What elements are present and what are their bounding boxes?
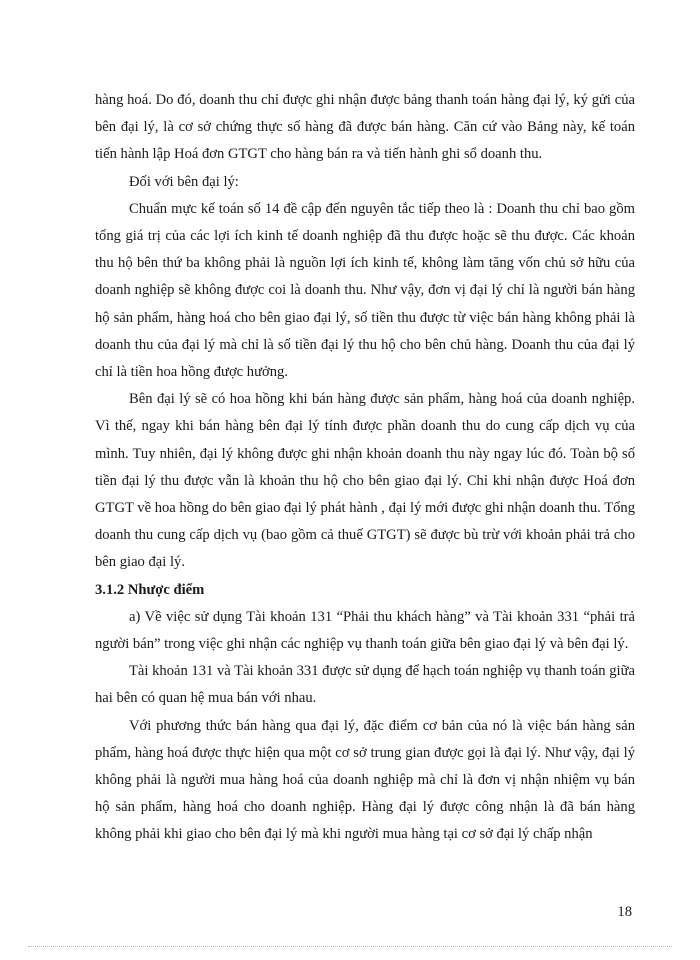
- paragraph-6: Tài khoản 131 và Tài khoản 331 được sử dụng để hạch toán nghiệp vụ thanh toán giữa hai bên có quan hệ mua bán với nhau.: [95, 663, 635, 707]
- page-body: [95, 87, 635, 849]
- page-bottom-divider: [28, 946, 672, 947]
- paragraph-3: Chuẩn mực kế toán số 14 đề cập đến nguyên tắc tiếp theo là : Doanh thu chỉ bao gồm tổng giá trị của các lợi ích kinh tế doanh nghiệp đã thu được hoặc sẽ thu được. Các khoản thu hộ bên thứ ba không phải là nguồn lợi ích kinh tế, không làm tăng vốn chủ sở hữu của doanh nghiệp sẽ không được coi là doanh thu. Như vậy, đơn vị đại lý chỉ là người bán hàng hộ sản phẩm, hàng hoá cho bên giao đại lý, số tiền thu được từ việc bán hàng không phải là doanh thu của đại lý mà chỉ là số tiền đại lý thu hộ cho bên chủ hàng. Doanh thu của đại lý chỉ là tiền hoa hồng được hưởng.: [95, 200, 635, 381]
- page-number: 18: [617, 904, 632, 920]
- paragraph-5: a) Về việc sử dụng Tài khoản 131 “Phải thu khách hàng” và Tài khoản 331 “phải trả người bán” trong việc ghi nhận các nghiệp vụ thanh toán giữa bên giao đại lý và bên đại lý.: [95, 608, 635, 653]
- paragraph-1: hàng hoá. Do đó, doanh thu chỉ được ghi nhận được bảng thanh toán hàng đại lý, ký gửi của bên đại lý, là cơ sở chứng thực số hàng đã được bán hàng. Căn cứ vào Bảng này, kế toán tiến hành lập Hoá đơn GTGT cho hàng bán ra và tiến hành ghi sổ doanh thu.: [95, 92, 635, 163]
- paragraph-2: Đối với bên đại lý:: [129, 173, 239, 190]
- paragraph-4: Bên đại lý sẽ có hoa hồng khi bán hàng được sản phẩm, hàng hoá của doanh nghiệp. Vì thế, ngay khi bán hàng bên đại lý tính được phần doanh thu do cung cấp dịch vụ của mình. Tuy nhiên, đại lý không được ghi nhận khoản doanh thu này ngay lúc đó. Toàn bộ số tiền đại lý thu được vẫn là khoản thu hộ cho bên giao đại lý. Chỉ khi nhận được Hoá đơn GTGT về hoa hồng do bên giao đại lý phát hành , đại lý mới được ghi nhận doanh thu. Tổng doanh thu cung cấp dịch vụ (bao gồm cả thuế GTGT) sẽ được bù trừ với khoản phải trả cho bên giao đại lý.: [95, 391, 635, 571]
- paragraph-7: Với phương thức bán hàng qua đại lý, đặc điểm cơ bản của nó là việc bán hàng sản phẩm, hàng hoá được thực hiện qua một cơ sở trung gian được gọi là đại lý. Như vậy, đại lý không phải là người mua hàng hoá của doanh nghiệp mà chỉ là đơn vị nhận nhiệm vụ bán hộ sản phẩm, hàng hoá cho doanh nghiệp. Hàng đại lý được công nhận là đã bán hàng không phải khi giao cho bên đại lý mà khi người mua hàng tại cơ sở đại lý chấp nhận: [95, 717, 635, 843]
- section-heading: 3.1.2 Nhược điểm: [95, 581, 205, 598]
